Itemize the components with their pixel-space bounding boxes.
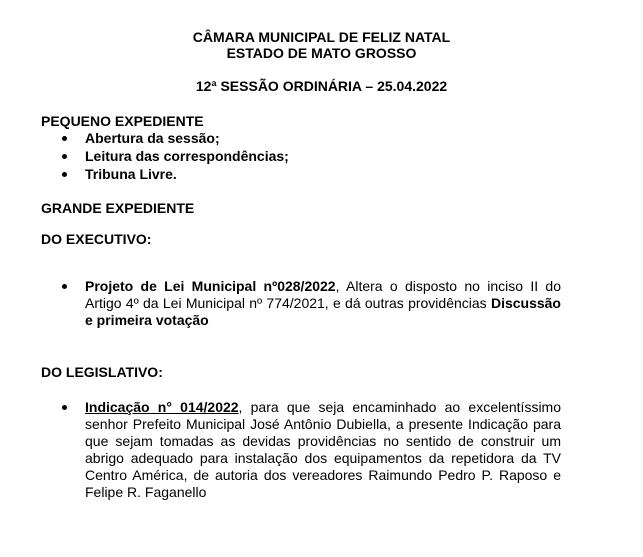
- bill-description: , Altera o disposto no inciso II do Artigo 4º da Lei Municipal nº 774/2021, e dá outras providências: [85, 278, 561, 311]
- list-item: [41, 129, 289, 147]
- bullet-icon: [62, 136, 67, 141]
- list-item-text: Tribuna Livre.: [85, 166, 177, 182]
- pequeno-expediente-heading: PEQUENO EXPEDIENTE: [41, 113, 204, 129]
- session-title: 12ª SESSÃO ORDINÁRIA – 25.04.2022: [195, 78, 448, 94]
- bill-number: Projeto de Lei Municipal nº028/2022: [85, 278, 336, 294]
- indication-number: Indicação n° 014/2022: [85, 399, 239, 415]
- bullet-icon: [62, 284, 67, 289]
- legislativo-heading: DO LEGISLATIVO:: [41, 364, 163, 380]
- executivo-heading: DO EXECUTIVO:: [41, 231, 152, 247]
- pequeno-expediente-list: [41, 129, 289, 183]
- bill-status: Discussão e primeira votação: [85, 295, 561, 328]
- bullet-icon: [62, 154, 67, 159]
- chamber-title: CÂMARA MUNICIPAL DE FELIZ NATAL: [192, 29, 451, 45]
- executivo-item: [85, 278, 561, 329]
- list-item: [41, 165, 289, 183]
- indication-description: , para que seja encaminhado ao excelentíssimo senhor Prefeito Municipal José Antônio Dubiella, a presente Indicação para que sejam tomadas as devidas providências no sentido de construir um abrigo adequado para instalação dos equipamentos da repetidora da TV Centro América, de autoria dos vereadores Raimundo Pedro P. Raposo e Felipe R. Faganello: [85, 399, 561, 500]
- list-item-text: Abertura da sessão;: [85, 130, 220, 146]
- bullet-icon: [62, 405, 67, 410]
- list-item-text: Leitura das correspondências;: [85, 148, 289, 164]
- list-item: [41, 147, 289, 165]
- bullet-icon: [62, 172, 67, 177]
- state-title: ESTADO DE MATO GROSSO: [226, 45, 417, 61]
- legislativo-item: [85, 399, 561, 501]
- grande-expediente-heading: GRANDE EXPEDIENTE: [41, 200, 195, 216]
